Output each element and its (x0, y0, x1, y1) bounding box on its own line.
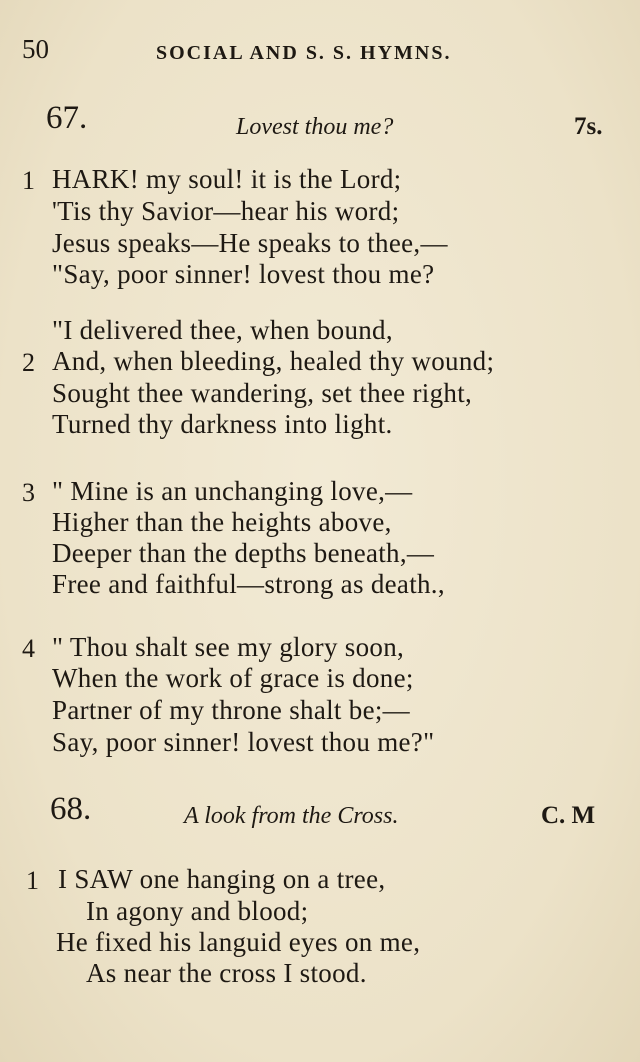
hymn-title: Lovest thou me? (236, 114, 394, 140)
verse-line: Free and faithful—strong as death., (52, 569, 445, 599)
hymn-number: 67. (46, 100, 88, 136)
hymn-title: A look from the Cross. (184, 803, 399, 829)
verse-number: 1 (26, 866, 39, 895)
verse-line: And, when bleeding, healed thy wound; (52, 346, 495, 376)
verse-line: Partner of my throne shalt be;— (52, 695, 410, 725)
verse-number: 3 (22, 478, 35, 507)
verse-line: Sought thee wandering, set thee right, (52, 378, 473, 408)
verse-number: 2 (22, 348, 35, 377)
hymn-meter: 7s. (574, 113, 603, 140)
verse-line: " Mine is an unchanging love,— (52, 476, 413, 506)
verse-line: Higher than the heights above, (52, 507, 392, 537)
verse-line: " Thou shalt see my glory soon, (52, 632, 405, 662)
verse-line: Say, poor sinner! lovest thou me?" (52, 727, 435, 757)
verse-line: HARK! my soul! it is the Lord; (52, 164, 402, 194)
verse-number: 4 (22, 634, 35, 663)
verse-line: 'Tis thy Savior—hear his word; (52, 196, 400, 226)
hymn-meter: C. M (541, 802, 596, 829)
verse-line: Turned thy darkness into light. (52, 409, 393, 439)
verse-line: "I delivered thee, when bound, (52, 315, 393, 345)
verse-line: "Say, poor sinner! lovest thou me? (52, 259, 435, 289)
running-title: SOCIAL AND S. S. HYMNS. (156, 42, 452, 64)
verse-line: In agony and blood; (86, 896, 309, 926)
verse-line: Jesus speaks—He speaks to thee,— (52, 228, 448, 258)
verse-line: Deeper than the depths beneath,— (52, 538, 435, 568)
page-number: 50 (22, 34, 49, 64)
verse-line: When the work of grace is done; (52, 663, 414, 693)
verse-line: He fixed his languid eyes on me, (56, 927, 421, 957)
verse-line: I SAW one hanging on a tree, (58, 864, 386, 894)
verse-number: 1 (22, 166, 35, 195)
hymn-number: 68. (50, 791, 92, 827)
verse-line: As near the cross I stood. (86, 958, 367, 988)
